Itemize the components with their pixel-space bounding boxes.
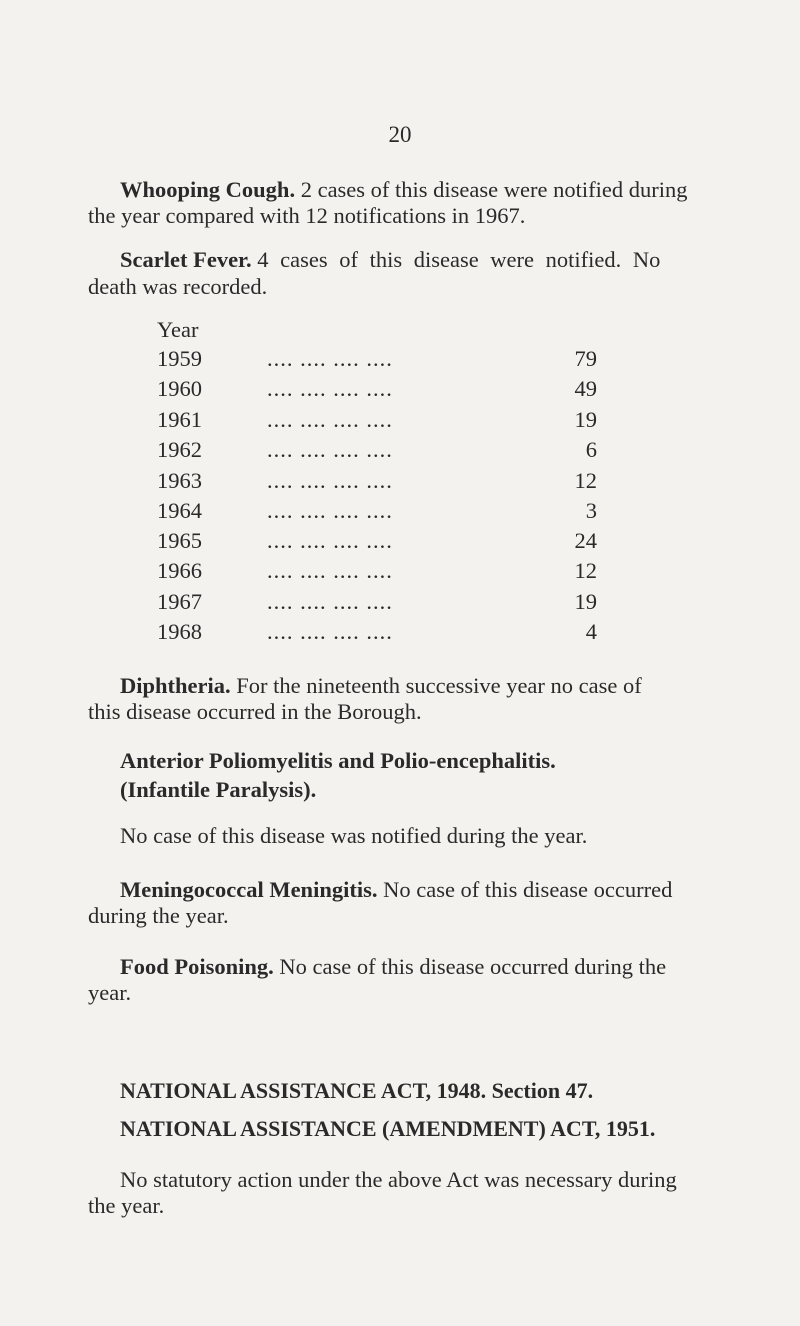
whooping-line1	[120, 175, 687, 204]
row-leader-dots: .... .... .... ....	[267, 346, 393, 371]
row-value: 79	[574, 346, 597, 371]
row-value: 6	[585, 437, 597, 462]
whooping-lead: Whooping Cough.	[120, 177, 296, 202]
row-leader-dots: .... .... .... ....	[267, 498, 393, 523]
table-row	[157, 344, 597, 374]
row-year: 1959	[157, 346, 202, 371]
row-leader-dots: .... .... .... ....	[267, 589, 393, 614]
scarlet-text2: death was recorded.	[88, 274, 268, 299]
food-lead: Food Poisoning.	[120, 954, 274, 979]
food-line1	[120, 952, 666, 981]
diphtheria-line1	[120, 671, 642, 700]
row-year: 1963	[157, 468, 202, 493]
table-row	[157, 617, 597, 647]
row-year: 1966	[157, 558, 202, 583]
row-leader-dots: .... .... .... ....	[267, 558, 393, 583]
row-year: 1961	[157, 407, 202, 432]
row-value: 19	[574, 589, 597, 614]
row-value: 12	[574, 558, 597, 583]
meningitis-text1: No case of this disease occurred	[383, 877, 673, 902]
diphtheria-text2: this disease occurred in the Borough.	[88, 699, 422, 724]
row-value: 24	[574, 528, 597, 553]
food-text2: year.	[88, 980, 132, 1005]
row-value: 3	[585, 498, 597, 523]
row-year: 1968	[157, 619, 202, 644]
table-header-year: Year	[157, 317, 199, 342]
table-row	[157, 587, 597, 617]
scarlet-text1: 4 cases of this disease were notified. No	[257, 247, 661, 272]
meningitis-text2: during the year.	[88, 903, 229, 928]
row-leader-dots: .... .... .... ....	[267, 407, 393, 432]
national-heading1: NATIONAL ASSISTANCE ACT, 1948. Section 47.	[120, 1078, 594, 1103]
meningitis-lead: Meningococcal Meningitis.	[120, 877, 378, 902]
row-leader-dots: .... .... .... ....	[267, 376, 393, 401]
row-year: 1964	[157, 498, 202, 523]
table-row	[157, 374, 597, 404]
whooping-text1: 2 cases of this disease were notified during	[300, 177, 688, 202]
row-year: 1967	[157, 589, 202, 614]
row-year: 1962	[157, 437, 202, 462]
row-value: 19	[574, 407, 597, 432]
row-value: 12	[574, 468, 597, 493]
row-value: 49	[574, 376, 597, 401]
row-value: 4	[585, 619, 597, 644]
table-row	[157, 556, 597, 586]
food-text1: No case of this disease occurred during the	[279, 954, 667, 979]
national-text2: the year.	[88, 1193, 165, 1218]
polio-heading1: Anterior Poliomyelitis and Polio-encephalitis.	[120, 748, 556, 773]
whooping-text2: the year compared with 12 notifications in 1967.	[88, 203, 526, 228]
row-leader-dots: .... .... .... ....	[267, 468, 393, 493]
row-year: 1960	[157, 376, 202, 401]
row-leader-dots: .... .... .... ....	[267, 437, 393, 462]
row-leader-dots: .... .... .... ....	[267, 528, 393, 553]
table-row	[157, 405, 597, 435]
national-heading2: NATIONAL ASSISTANCE (AMENDMENT) ACT, 1951.	[120, 1116, 656, 1141]
row-leader-dots: .... .... .... ....	[267, 619, 393, 644]
table-row	[157, 435, 597, 465]
page-number: 20	[388, 122, 412, 147]
polio-heading2: (Infantile Paralysis).	[120, 777, 317, 802]
scarlet-line1	[120, 245, 660, 274]
meningitis-line1	[120, 875, 672, 904]
table-row	[157, 496, 597, 526]
polio-text: No case of this disease was notified during the year.	[120, 823, 588, 848]
diphtheria-text1: For the nineteenth successive year no case of	[236, 673, 642, 698]
table-row	[157, 466, 597, 496]
national-text1: No statutory action under the above Act was necessary during	[120, 1167, 677, 1192]
diphtheria-lead: Diphtheria.	[120, 673, 231, 698]
row-year: 1965	[157, 528, 202, 553]
table-row	[157, 526, 597, 556]
scarlet-lead: Scarlet Fever.	[120, 247, 252, 272]
